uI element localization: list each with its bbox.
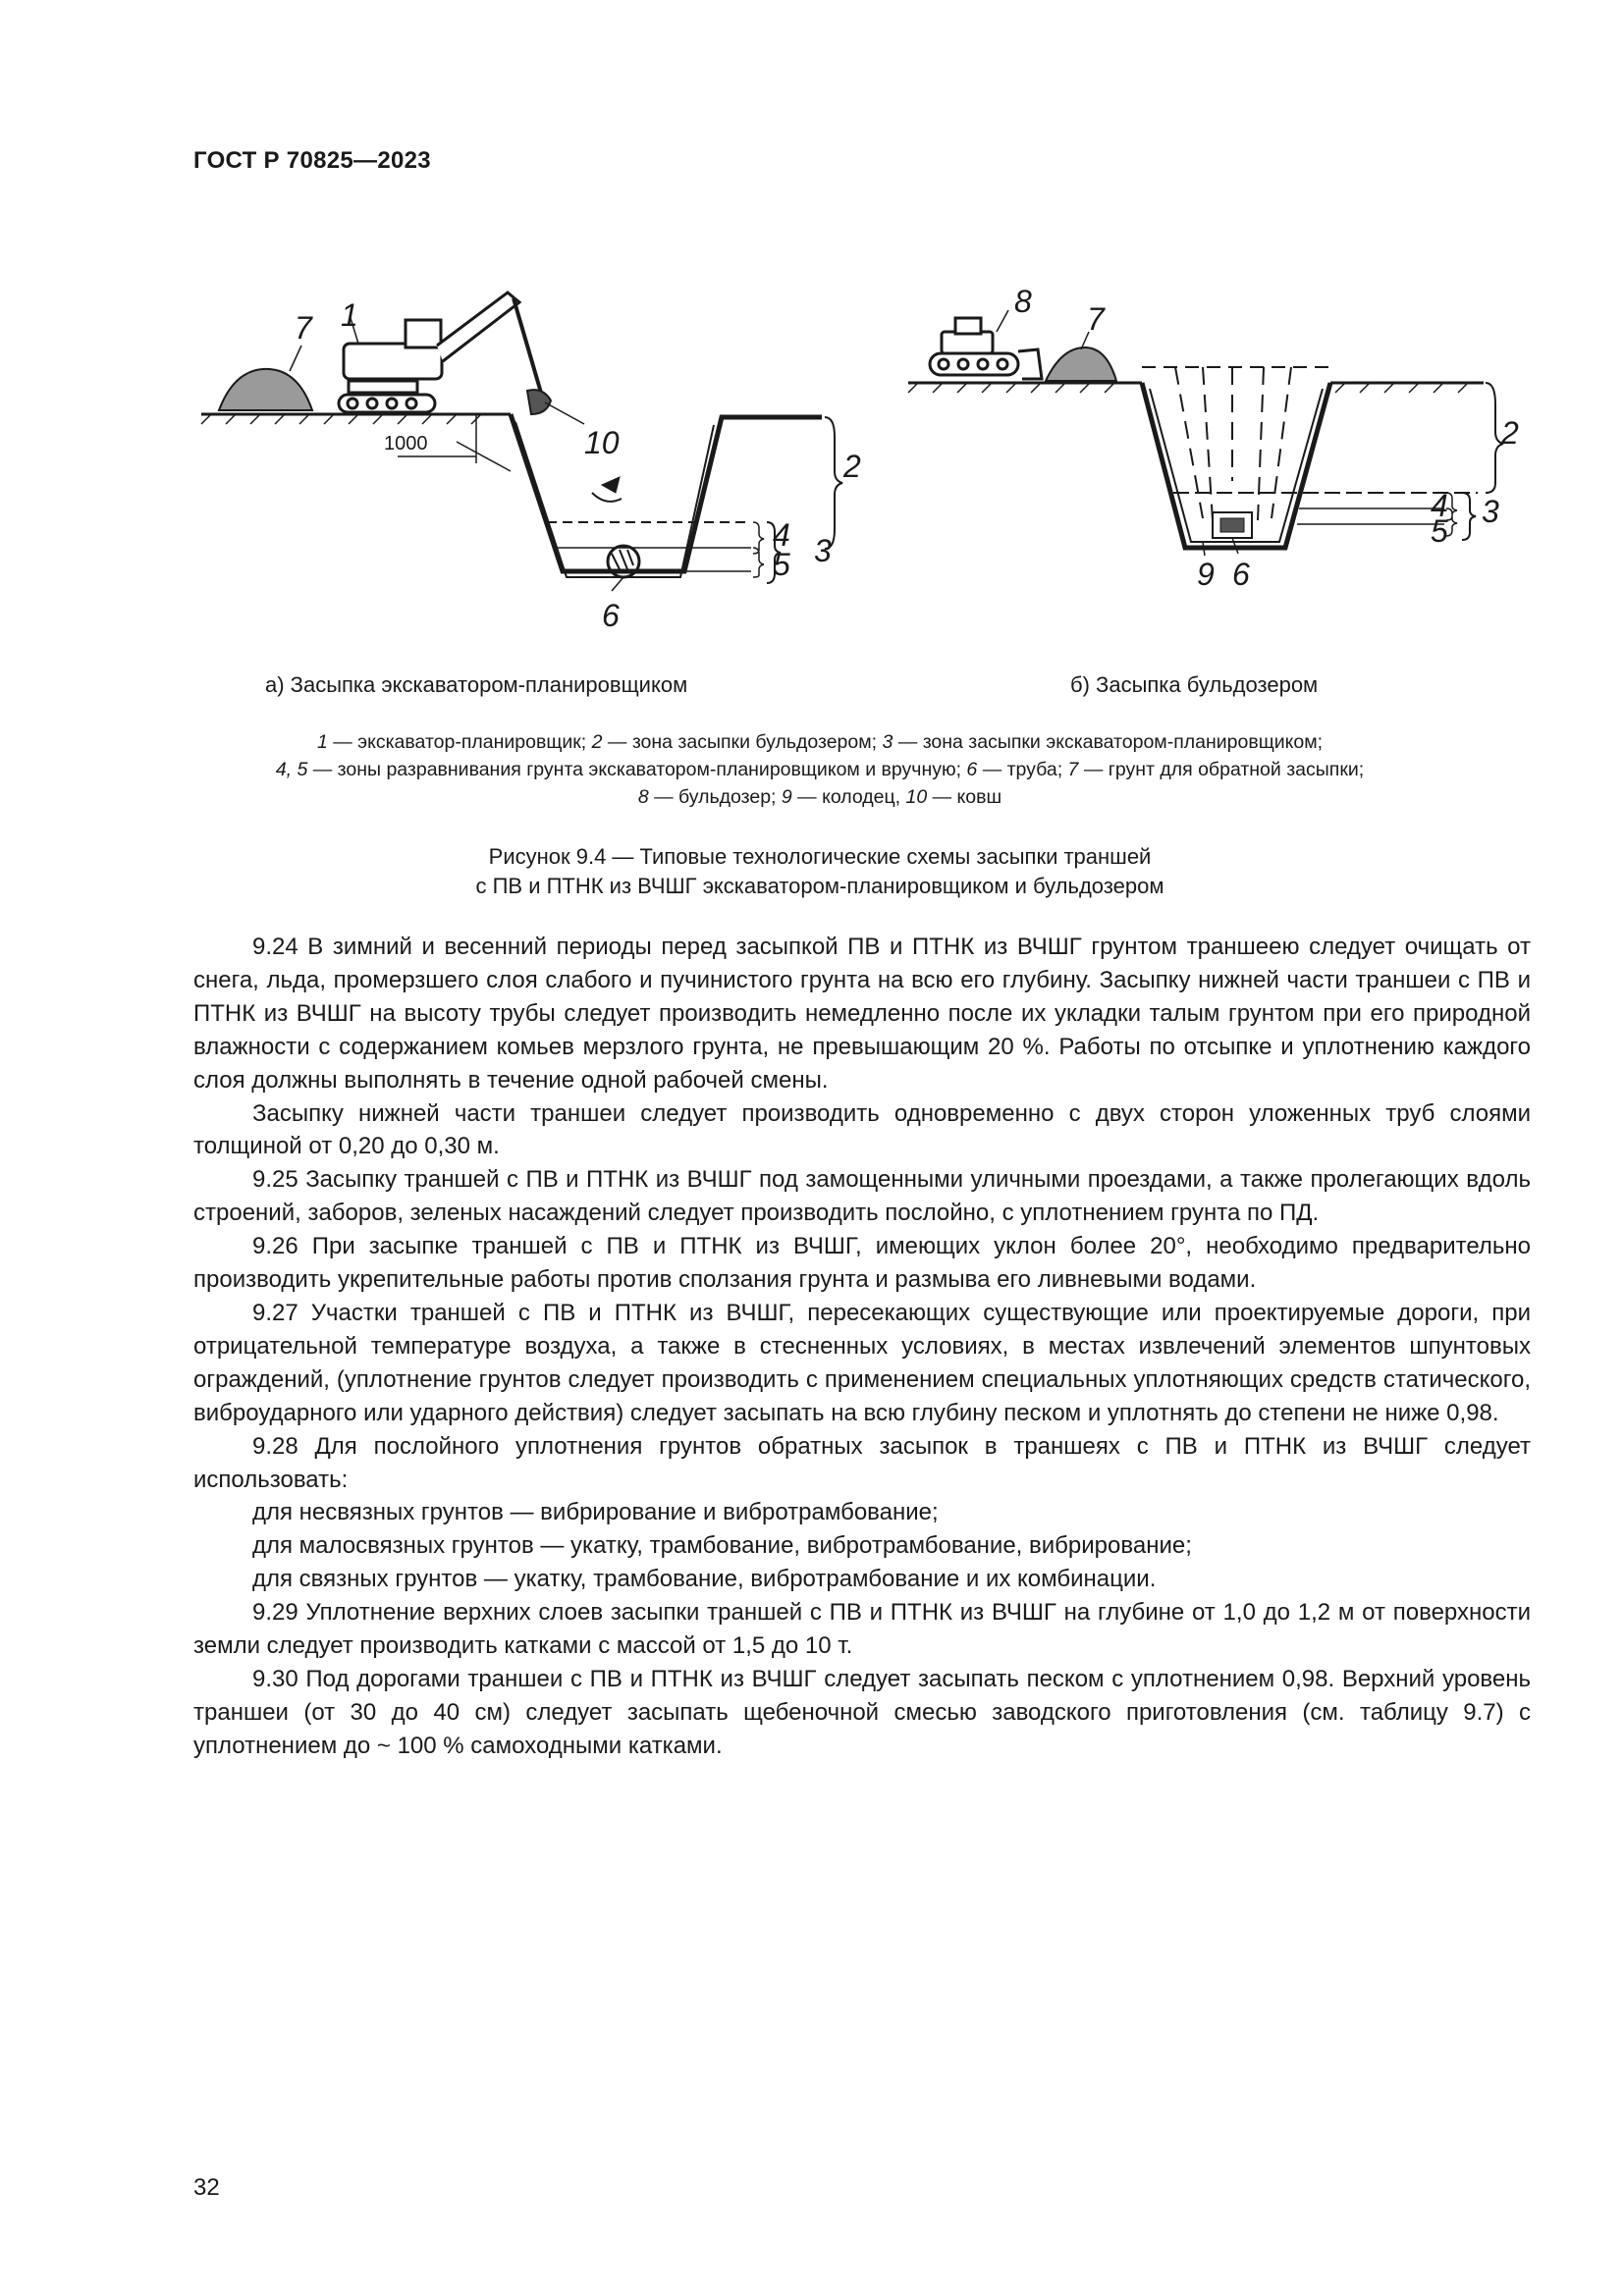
label-b-7: 7 (1087, 301, 1105, 337)
list-item: для малосвязных грунтов — укатку, трамбование, вибротрамбование, вибрирование; (252, 1532, 1192, 1560)
label-b-2: 2 (1501, 415, 1519, 451)
paragraph-9-30: 9.30 Под дорогами траншеи с ПВ и ПТНК из ВЧШГ следует засыпать песком с уплотнением 0,98. Верхний уровень траншеи (от 30 до 40 см) следует засыпать щебеночной смесью заводского приготовления (см. таблицу 9.7) с уплотнением до ~ 100 % самоходными катками. (193, 1665, 1531, 1759)
legend-text: — зона засыпки бульдозером; (602, 731, 883, 753)
label-b-8: 8 (1014, 285, 1032, 319)
label-b-4: 4 (1431, 488, 1448, 523)
legend-text: — грунт для обратной засыпки; (1078, 759, 1365, 780)
list-item: для несвязных грунтов — вибрирование и вибротрамбование; (252, 1499, 939, 1526)
legend-num: 10 (905, 786, 928, 808)
figure-title-line-2: с ПВ и ПТНК из ВЧШГ экскаватором-планировщиком и бульдозером (475, 874, 1164, 898)
body-text (193, 931, 1531, 1763)
legend-num: 9 (781, 786, 792, 808)
label-b-9: 9 (1197, 557, 1215, 592)
page-number: 32 (193, 2174, 220, 2201)
label-a-3: 3 (814, 533, 832, 568)
label-a-2: 2 (843, 449, 861, 484)
label-a-dimension: 1000 (384, 433, 428, 454)
legend-line-2 (177, 756, 1463, 783)
legend-num: 8 (637, 786, 649, 808)
legend-num: 4, 5 (275, 759, 308, 780)
label-a-4: 4 (773, 517, 790, 553)
legend-text: — бульдозер; (648, 786, 782, 808)
caption-scheme-a: а) Засыпка экскаватором-планировщиком (265, 672, 688, 697)
figure-title (177, 842, 1463, 901)
legend-text: — колодец, (791, 786, 906, 808)
legend-num: 6 (966, 759, 978, 780)
figure-legend (177, 728, 1463, 811)
label-b-5: 5 (1431, 513, 1448, 549)
figure-trench-backfill-schemes (191, 285, 1537, 658)
legend-text: — экскаватор-планировщик; (327, 731, 592, 753)
paragraph-9-24: 9.24 В зимний и весенний периоды перед засыпкой ПВ и ПТНК из ВЧШГ грунтом траншеею следует очищать от снега, льда, промерзшего слоя слабого и пучинистого грунта на всю его глубину. Засыпку нижней части траншеи с ПВ и ПТНК из ВЧШГ на высоту трубы следует производить немедленно после их укладки талым грунтом при его природной влажности с содержанием комьев мерзлого грунта, не превышающим 20 %. Работы по отсыпке и уплотнению каждого слоя должны выполнять в течение одной рабочей смены. (193, 934, 1531, 1094)
paragraph-9-29: 9.29 Уплотнение верхних слоев засыпки траншей с ПВ и ПТНК из ВЧШГ на глубине от 1,0 до 1,2 м от поверхности земли следует производить катками с массой от 1,5 до 10 т. (193, 1599, 1531, 1660)
legend-num: 2 (591, 731, 603, 753)
label-a-1: 1 (341, 297, 358, 333)
document-header: ГОСТ Р 70825—2023 (193, 147, 431, 174)
label-a-7: 7 (295, 310, 312, 346)
label-b-6: 6 (1232, 557, 1250, 592)
paragraph-9-27: 9.27 Участки траншей с ПВ и ПТНК из ВЧШГ, пересекающих существующие или проектируемые дороги, при отрицательной температуре воздуха, а также в стесненных условиях, в местах извлечений элементов шпунтовых ограждений, (уплотнение грунтов следует производить с применением специальных уплотняющих средств статического, виброударного или ударного действия) следует засыпать на всю глубину песком и уплотнять до степени не ниже 0,98. (193, 1299, 1531, 1426)
paragraph-9-24-cont: Засыпку нижней части траншеи следует производить одновременно с двух сторон уложенных труб слоями толщиной от 0,20 до 0,30 м. (193, 1099, 1531, 1160)
legend-num: 3 (882, 731, 893, 753)
paragraph-9-28: 9.28 Для послойного уплотнения грунтов обратных засыпок в траншеях с ПВ и ПТНК из ВЧШГ следует использовать: (193, 1432, 1531, 1493)
list-item: для связных грунтов — укатку, трамбование, вибротрамбование и их комбинации. (252, 1566, 1157, 1593)
label-a-10: 10 (584, 425, 620, 460)
caption-scheme-b: б) Засыпка бульдозером (1070, 672, 1319, 697)
legend-num: 7 (1067, 759, 1079, 780)
legend-line-1 (177, 728, 1463, 756)
legend-num: 1 (316, 731, 328, 753)
legend-line-3 (177, 783, 1463, 811)
legend-text: — зоны разравнивания грунта экскаватором-планировщиком и вручную; (307, 759, 967, 780)
paragraph-9-26: 9.26 При засыпке траншей с ПВ и ПТНК из ВЧШГ, имеющих уклон более 20°, необходимо предварительно производить укрепительные работы против сползания грунта и размыва его ливневыми водами. (193, 1233, 1531, 1294)
legend-text: — ковш (927, 786, 1002, 808)
figure-title-line-1: Рисунок 9.4 — Типовые технологические схемы засыпки траншей (488, 844, 1152, 869)
label-a-5: 5 (773, 547, 790, 582)
scheme-b-drawing (908, 310, 1503, 556)
paragraph-9-25: 9.25 Засыпку траншей с ПВ и ПТНК из ВЧШГ под замощенными уличными проездами, а также пролегающих вдоль строений, заборов, зеленых насаждений следует производить послойно, с уплотнением грунта по ПД. (193, 1166, 1531, 1227)
legend-text: — зона засыпки экскаватором-планировщиком; (893, 731, 1324, 753)
label-a-6: 6 (602, 598, 620, 633)
legend-text: — труба; (977, 759, 1068, 780)
label-b-3: 3 (1482, 494, 1499, 529)
